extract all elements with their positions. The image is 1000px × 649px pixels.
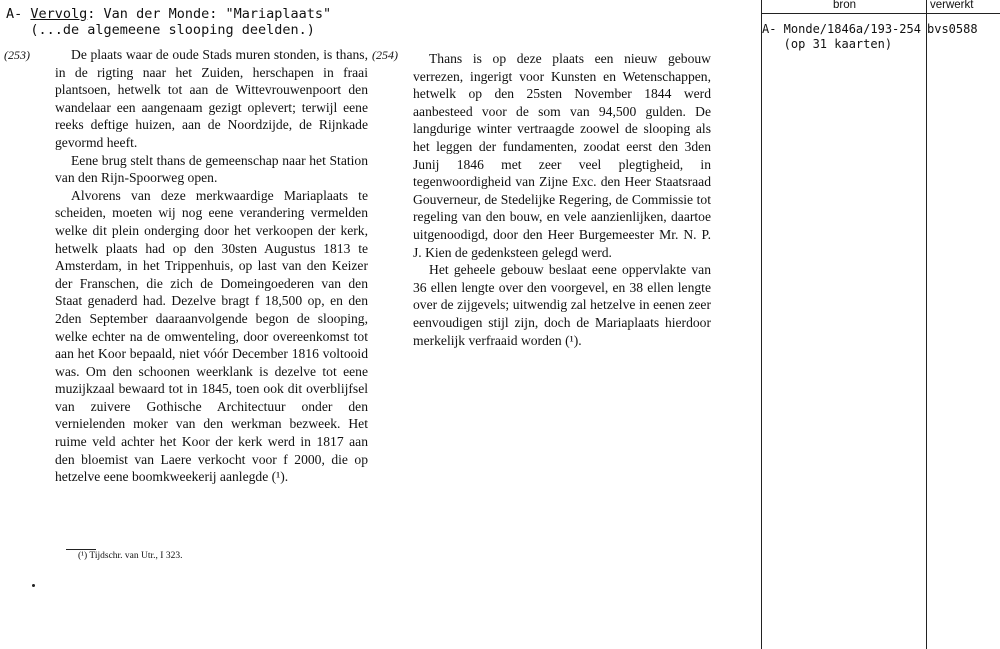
footnote-rule [66, 549, 96, 550]
header-prefix: A- [6, 6, 31, 22]
header-vervolg: Vervolg [30, 6, 88, 22]
document-header [6, 6, 331, 38]
paragraph: Thans is op deze plaats een nieuw gebouw verrezen, ingerigt voor Kunsten en Wetenschappen, hetwelk op den 25sten November 1844 werd aanbesteed voor de som van 94,500 gulden. De langdurige winter vertraagde zoowel de slooping als het leggen der fundamenten, zoodat eerst den 3den Junij 1846 met zeer veel plegtigheid, in tegenwoordigheid van Zijne Exc. den Heer Staatsraad Gouverneur, de Stedelijke Regering, de Commissie tot regeling van den bouw, en vele aanzienlijken, daartoe uitgenoodigd, door den Heer Burgemeester Mr. N. P. J. Kien de gedenksteen gelegd werd. [413, 51, 711, 260]
verwerkt-cell: bvs0588 [927, 22, 978, 36]
paragraph: Eene brug stelt thans de gemeenschap naar het Station van den Rijn-Spoorweg open. [55, 152, 368, 186]
scan-dot [32, 584, 35, 587]
footnote: (¹) Tijdschr. van Utr., I 323. [78, 551, 183, 561]
table-header-rule [761, 13, 1000, 14]
column-header-bron: bron [833, 0, 857, 11]
column-header-verwerkt: verwerkt [930, 0, 974, 11]
table-divider-right [926, 0, 927, 649]
bron-line: A- Monde/1846a/193-254 [762, 22, 921, 36]
paragraph: De plaats waar de oude Stads muren stonden, is thans, in de rigting naar het Zuiden, herschapen in fraai plantsoen, hetwelk tot aan de Wittevrouwenpoort den wandelaar een aangenaam gezigt oplevert; terwijl eene reeks deftige huizen, aan de Noordzijde, de Rijnkade gevormd heeft. [55, 47, 368, 150]
paragraph: Alvorens van deze merkwaardige Mariaplaats te scheiden, moeten wij nog eene verandering vermelden welke dit plein onderging door het verkoopen der kerk, hetwelk plaats had op den 30sten Augustus 1813 te Amsterdam, in het Trippenhuis, op last van den Keizer der Franschen, die zich de Domeingoederen van den Staat genaderd had. Dezelve bragt f 18,500 op, en den 2den September daaraanvolgende begon de slooping, welke echter na de omwenteling, door overeenkomst tot aan het Koor bepaald, niet vóór December 1816 voltooid was. Om den schoonen weerklank is dezelve tot eene muzijkzaal bewaard tot in 1845, toen ook dit overblijfsel van zuivere Gothische Architectuur onder den vernielenden moker van den werkman bezweek. Het ruime veld achter het Koor der kerk werd in 1817 aan den bloemist van Laere verkocht voor f 2000, die op hetzelve eene boomkweekerij aanlegde (¹). [55, 187, 368, 485]
header-subtitle: (...de algemeene slooping deelden.) [6, 22, 315, 38]
bron-cell [762, 22, 921, 52]
page-number-left: (253) [4, 48, 30, 62]
text-column-right [413, 50, 711, 349]
page-number-right: (254) [372, 48, 398, 62]
text-column-left [55, 46, 368, 486]
header-title: : Van der Monde: "Mariaplaats" [87, 6, 332, 22]
paragraph: Het geheele gebouw beslaat eene oppervlakte van 36 ellen lengte over den voorgevel, en 38 ellen lengte over de zijgevels; uitwendig zal hetzelve in eenen zeer eenvoudigen stijl zijn, doch de Mariaplaats hierdoor merkelijk verfraaid worden (¹). [413, 262, 711, 348]
bron-line: (op 31 kaarten) [762, 37, 893, 51]
table-divider-left [761, 0, 762, 649]
